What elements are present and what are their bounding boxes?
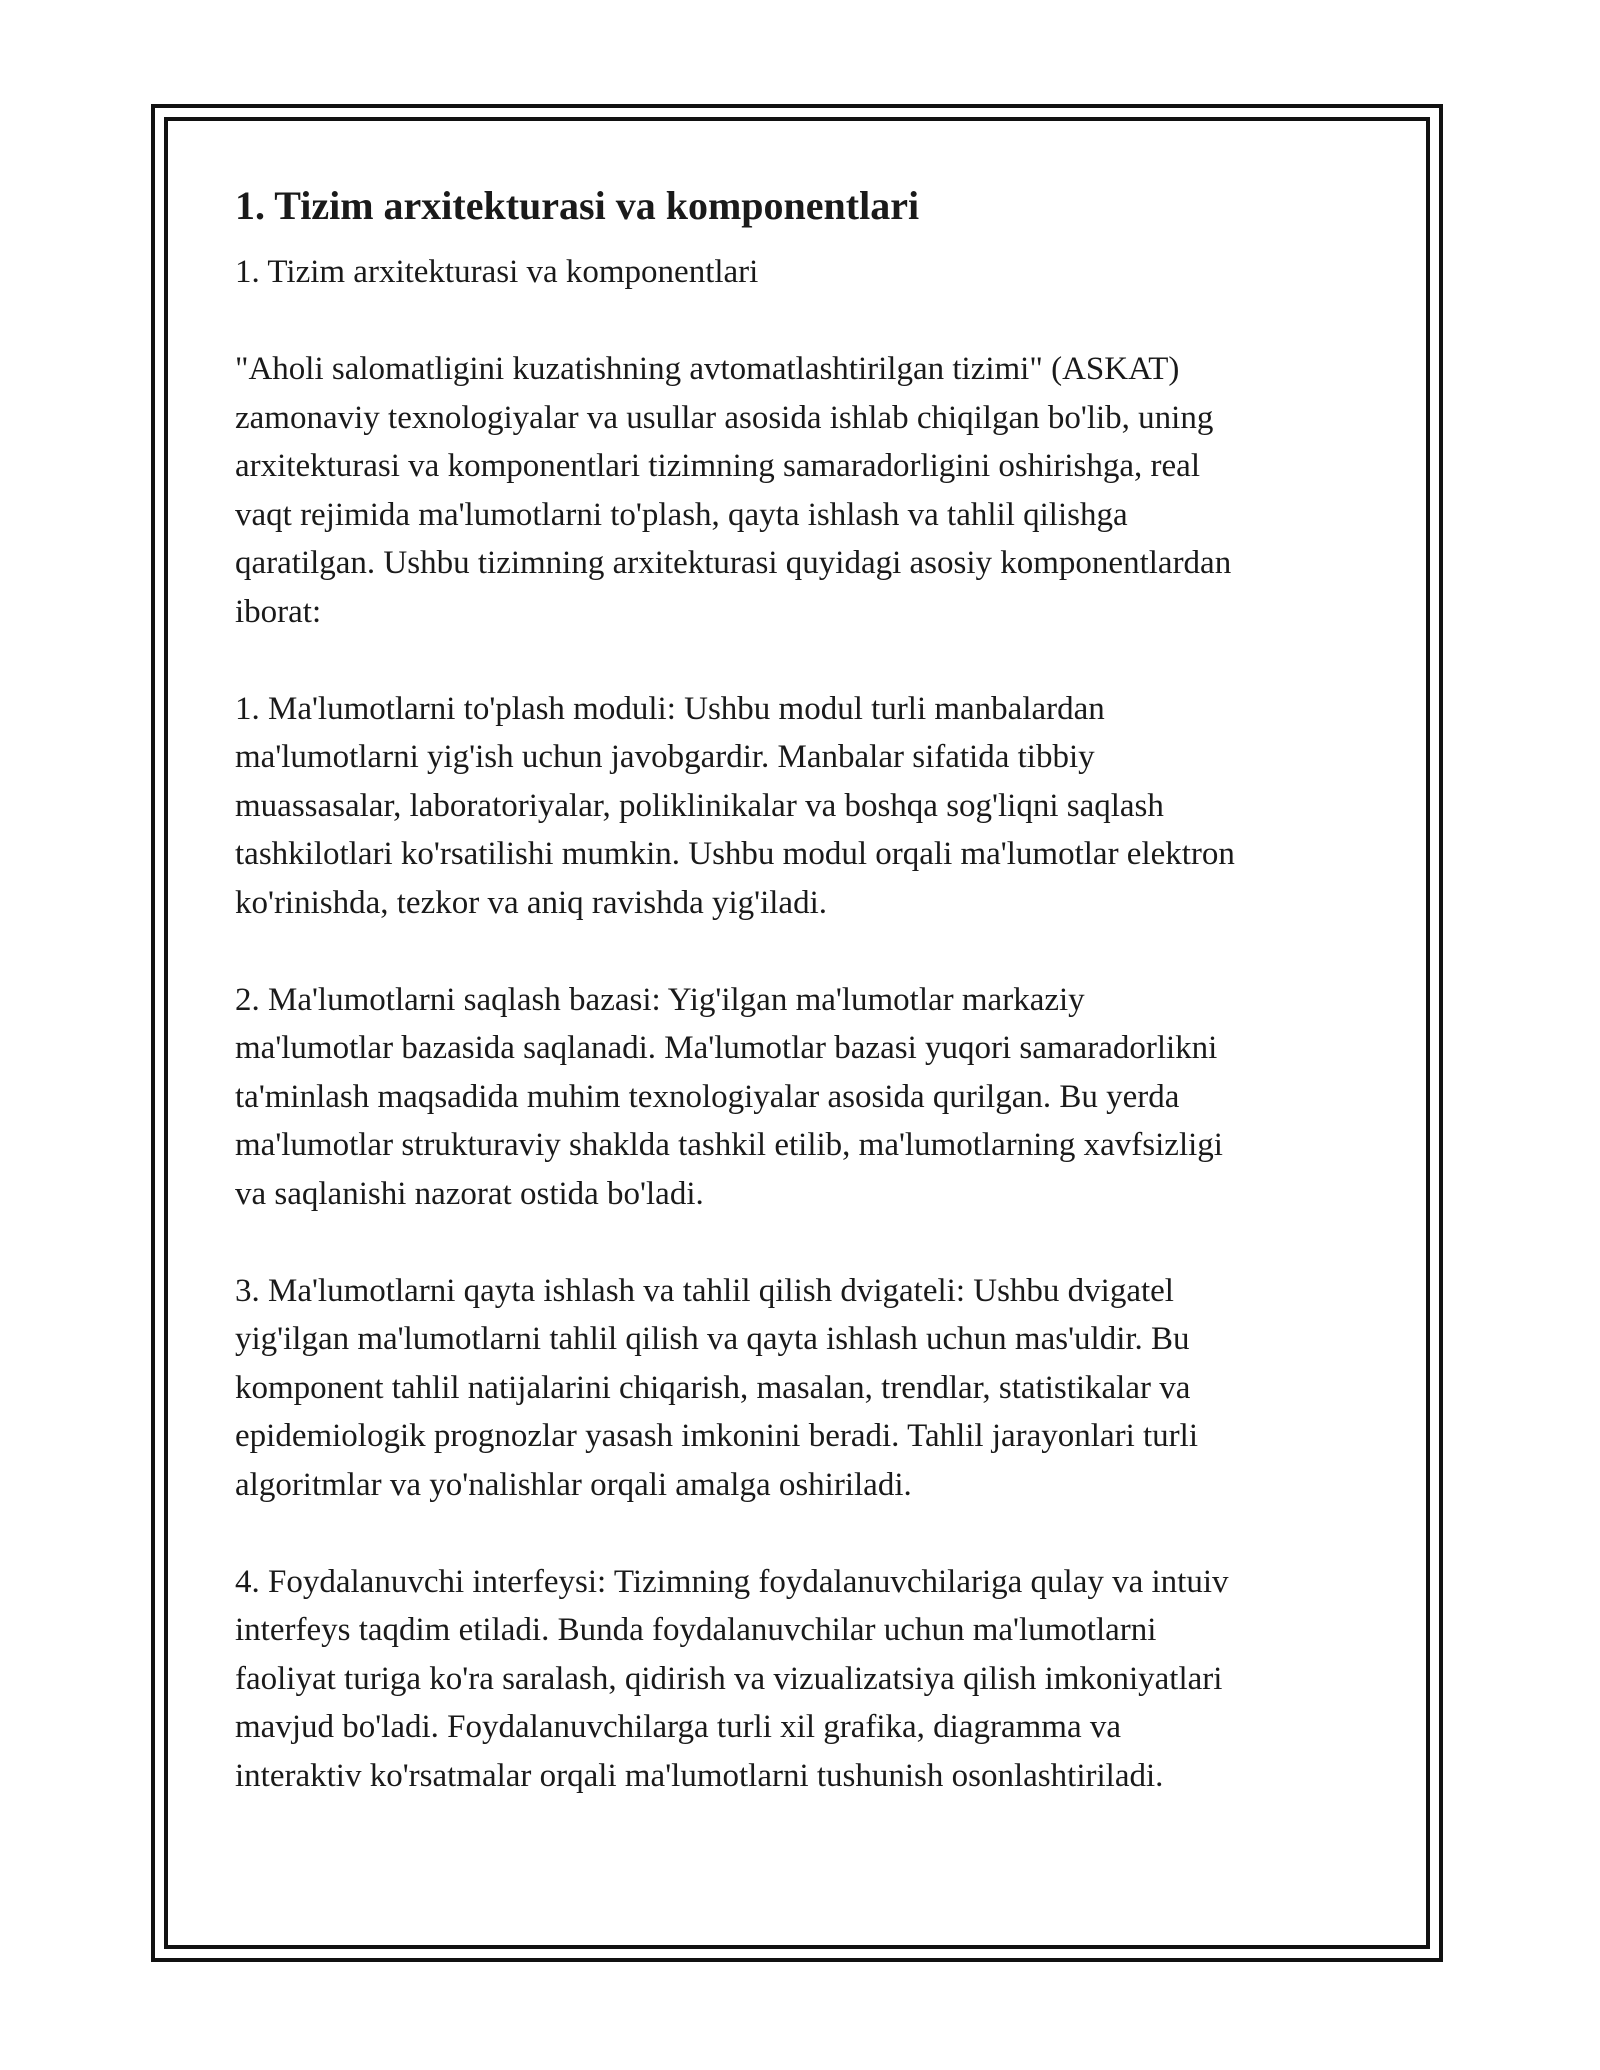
document-title: 1. Tizim arxitekturasi va komponentlari: [235, 183, 920, 228]
subtitle-paragraph: [235, 248, 1365, 297]
paragraph-line: ma'lumotlar strukturaviy shaklda tashkil etilib, ma'lumotlarning xavfsizligi: [235, 1127, 1223, 1163]
paragraph-line: yig'ilgan ma'lumotlarni tahlil qilish va qayta ishlash uchun mas'uldir. Bu: [235, 1321, 1190, 1357]
paragraph-line: ma'lumotlar bazasida saqlanadi. Ma'lumotlar bazasi yuqori samaradorlikni: [235, 1030, 1218, 1066]
subtitle-line: 1. Tizim arxitekturasi va komponentlari: [235, 254, 759, 290]
paragraph-line: iborat:: [235, 593, 322, 630]
paragraph-line: tashkilotlari ko'rsatilishi mumkin. Ushbu modul orqali ma'lumotlar elektron: [235, 836, 1235, 872]
paragraph-line: va saqlanishi nazorat ostida bo'ladi.: [235, 1175, 704, 1212]
component-4-paragraph: [235, 1558, 1365, 1801]
paragraph-line: ma'lumotlarni yig'ish uchun javobgardir. Manbalar sifatida tibbiy: [235, 739, 1095, 775]
paragraph-line: interfeys taqdim etiladi. Bunda foydalanuvchilar uchun ma'lumotlarni: [235, 1612, 1157, 1648]
paragraph-line: mavjud bo'ladi. Foydalanuvchilarga turli xil grafika, diagramma va: [235, 1709, 1122, 1745]
paragraph-line: faoliyat turiga ko'ra saralash, qidirish va vizualizatsiya qilish imkoniyatlari: [235, 1660, 1223, 1697]
paragraph-line: 4. Foydalanuvchi interfeysi: Tizimning foydalanuvchilariga qulay va intuiv: [235, 1563, 1229, 1600]
paragraph-line: muassasalar, laboratoriyalar, poliklinikalar va boshqa sog'liqni saqlash: [235, 787, 1164, 824]
paragraph-line: 1. Ma'lumotlarni to'plash moduli: Ushbu modul turli manbalardan: [235, 690, 1105, 727]
paragraph-line: komponent tahlil natijalarini chiqarish, masalan, trendlar, statistikalar va: [235, 1369, 1191, 1406]
component-1-paragraph: [235, 685, 1365, 928]
paragraph-line: interaktiv ko'rsatmalar orqali ma'lumotlarni tushunish osonlashtiriladi.: [235, 1757, 1164, 1794]
paragraph-line: 2. Ma'lumotlarni saqlash bazasi: Yig'ilgan ma'lumotlar markaziy: [235, 981, 1085, 1018]
paragraph-line: algoritmlar va yo'nalishlar orqali amalga oshiriladi.: [235, 1466, 912, 1503]
intro-paragraph: [235, 345, 1365, 636]
paragraph-line: 3. Ma'lumotlarni qayta ishlash va tahlil qilish dvigateli: Ushbu dvigatel: [235, 1272, 1174, 1309]
paragraph-line: arxitekturasi va komponentlari tizimning samaradorligini oshirishga, real: [235, 448, 1200, 484]
document-content: [235, 178, 1365, 1849]
paragraph-line: epidemiologik prognozlar yasash imkonini beradi. Tahlil jarayonlari turli: [235, 1418, 1199, 1454]
paragraph-line: vaqt rejimida ma'lumotlarni to'plash, qayta ishlash va tahlil qilishga: [235, 496, 1128, 533]
paragraph-line: ta'minlash maqsadida muhim texnologiyalar asosida qurilgan. Bu yerda: [235, 1078, 1180, 1115]
paragraph-line: qaratilgan. Ushbu tizimning arxitekturasi quyidagi asosiy komponentlardan: [235, 545, 1232, 581]
component-3-paragraph: [235, 1267, 1365, 1510]
component-2-paragraph: [235, 976, 1365, 1219]
paragraph-line: "Aholi salomatligini kuzatishning avtomatlashtirilgan tizimi" (ASKAT): [235, 351, 1180, 387]
document-body: [235, 248, 1365, 1800]
paragraph-line: zamonaviy texnologiyalar va usullar asosida ishlab chiqilgan bo'lib, uning: [235, 399, 1214, 436]
paragraph-line: ko'rinishda, tezkor va aniq ravishda yig'iladi.: [235, 884, 827, 921]
